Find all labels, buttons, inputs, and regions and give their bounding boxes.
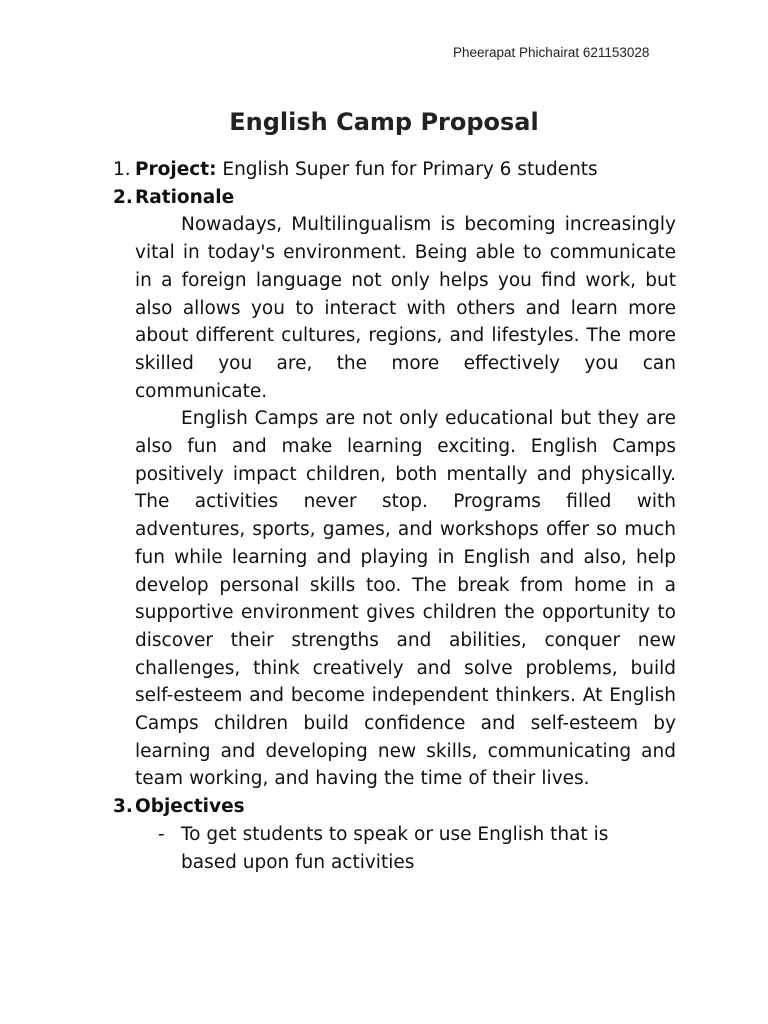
- rationale-paragraph: English Camps are not only educational but they are also fun and make learning exciting. English Camps positively impact children, both mentally and physically. The activities never stop. Programs filled with adventures, sports, games, and workshops offer so much fun while learning and playing in English and also, help develop personal skills too. The break from home in a supportive environment gives children the opportunity to discover their strengths and abilities, conquer new challenges, think creatively and solve problems, build self-esteem and become independent thinkers. At English Camps children build confidence and self-esteem by learning and developing new skills, communicating and team working, and having the time of their lives.: [135, 408, 676, 790]
- section-heading: Project:: [135, 159, 217, 180]
- section-number: 3.: [113, 796, 133, 818]
- section-project: [113, 156, 676, 184]
- author-line: Pheerapat Phichairat 621153028: [453, 45, 650, 60]
- page-title: English Camp Proposal: [229, 108, 539, 136]
- section-heading: Rationale: [135, 186, 235, 208]
- objective-item: [158, 821, 676, 876]
- section-project-body: [135, 156, 676, 184]
- section-number: 1.: [113, 159, 131, 180]
- bullet-marker: -: [158, 823, 165, 845]
- rationale-paragraph: Nowadays, Multilingualism is becoming increasingly vital in today's environment. Being able to communicate in a foreign language not only helps you find work, but also allows you to interact with others and learn more about different cultures, regions, and lifestyles. The more skilled you are, the more effectively you can communicate.: [135, 214, 676, 402]
- section-heading: Objectives: [135, 796, 245, 818]
- section-number: 2.: [113, 186, 133, 208]
- document-body: [113, 156, 676, 876]
- section-objectives-heading: [113, 793, 676, 821]
- project-description: English Super fun for Primary 6 students: [216, 159, 598, 180]
- section-rationale-heading: [113, 184, 676, 212]
- objective-text: To get students to speak or use English that is based upon fun activities: [181, 823, 609, 873]
